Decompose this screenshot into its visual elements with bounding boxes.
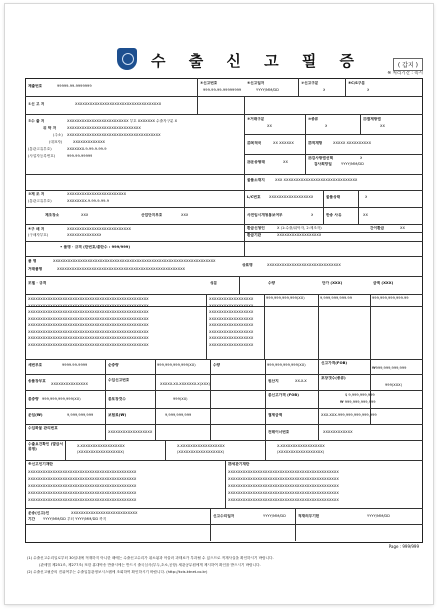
invoice-code-value: XXXXXXXXXXXXXXX <box>51 382 88 386</box>
inspection-method-label: ⑮검사방법선택 <box>308 156 334 160</box>
requirement-3: X-XXXXXXXXXXXXXXXXXX <box>277 444 325 448</box>
requirement-1-doc: (XXXXXXXXXXXXXXXXXX) <box>77 450 125 454</box>
inspection-date-value: YYYY/MM/DD <box>341 162 364 166</box>
trade-name-value: XXXXXXXXXXXXXXXXXXXXXXXXXXXXXXXXXXXXXXXXXXXXXXXXXXXX <box>57 267 186 271</box>
declaration-kind-value: X <box>323 88 326 92</box>
package-count-label: 포장갯수(종류) <box>321 376 346 380</box>
consignor-value: XXXXXXXXXXXXXXXXXXXXXXXXXXXXXX <box>67 126 141 130</box>
origin-label: 원산지 <box>268 379 279 383</box>
loading-port-label: ⑬적재항 <box>308 141 323 145</box>
cargo-mgmt-label: 수입화물 관리번호 <box>28 426 58 430</box>
total-packages-label: 총포장갯수 <box>108 397 126 401</box>
insurance-label: 보험료(₩) <box>108 413 127 417</box>
page-counter: Page : 999/999 <box>388 544 419 549</box>
goods-state-value: X <box>365 195 368 199</box>
buyer-code-label: (구매자부호) <box>28 233 49 237</box>
representative-value: XXXXXXXXXXXXX <box>73 140 106 144</box>
note-line: XXXXXXXXXXXXXXXXXXXXXXXXXXXXXXXXXXXXXXXXXXXXX <box>228 470 339 474</box>
footnote-2: (2) 수출신고필증의 진위여부는 수출입통관정보시스템에 조회하여 확인하시기 바랍니다. (http://kcis.ktnet.co.kr) <box>27 570 208 574</box>
cs-type-value: X <box>367 88 370 92</box>
component-line: XXXXXXXXXXXXXXXXXX <box>209 303 254 308</box>
lc-no-label: L/C번호 <box>247 195 261 199</box>
model-line: XXXXXXXXXXXXXXXXXXXXXXXXXXXXXXXXXXXXXXXXXXXXXXXXX <box>28 342 149 347</box>
insurance-value: 9,999,999,999 <box>165 413 192 417</box>
simple-refund-value: XX <box>400 226 405 230</box>
refund-org-label: 환급기관 <box>247 233 262 237</box>
goods-location-label: 물품소재지 <box>247 178 265 182</box>
refund-applicant-label: 환급신청인 <box>247 226 265 230</box>
model-line: XXXXXXXXXXXXXXXXXXXXXXXXXXXXXXXXXXXXXXXXXXXXXXXXX <box>28 336 149 340</box>
requirement-2-doc: (XXXXXXXXXXXXXXXXXX) <box>177 450 225 454</box>
component-line: XXXXXXXXXXXXXXXXXX <box>209 316 254 321</box>
exporter-label: ②수 출 자 <box>28 119 45 123</box>
address-value: XXXXXXXXXXXXXXXXXXXXXXXXXXXXXXXXXXXXXX <box>67 133 161 137</box>
acceptance-date-label: 신고수리일자 <box>213 514 235 518</box>
cs-type-label: ⑧C/S구분 <box>348 81 365 85</box>
settlement-amount-value: XXX-XXX-999,999,999,999,999 <box>321 413 377 417</box>
customs-notes <box>228 469 420 504</box>
customs-code-value: XXXXXXX-9-99-9-99-9 <box>67 147 107 151</box>
declarant-notes-label: ※신고인기재란 <box>28 462 53 466</box>
manufacture-place-value: XXX <box>81 213 89 217</box>
manufacturer-code-value: XXXXXXXX-9-99-9-99-9 <box>67 199 110 203</box>
category-value: X <box>325 124 328 128</box>
form-title: 수 출 신 고 필 증 <box>151 52 364 70</box>
declaration-kind-label: ⑦신고구분 <box>301 81 319 85</box>
trade-type-value: XX <box>267 124 272 128</box>
inspection-method-value: X <box>360 156 363 160</box>
processing-period: ※ 처리기간 : 즉시 <box>387 71 423 76</box>
hs-code-label: 세번부호 <box>28 363 43 367</box>
declared-fob-label: 신고가격(FOB) <box>321 361 348 365</box>
origin-value: XX-X-X <box>295 379 307 383</box>
component-line: XXXXXXXXXXXXXXXXXX <box>209 336 254 340</box>
business-no-value: 999-99-99999 <box>67 154 93 158</box>
customs-emblem-icon <box>117 48 137 70</box>
consignor-label: 위 탁 자 <box>43 126 57 130</box>
container-no-value: XXXXXXXXXXXX <box>323 430 353 434</box>
declarant-value: XXXXXXXXXXXXXXXXXXXXXXXXXXXXXXXXXXX <box>75 102 162 106</box>
note-line: XXXXXXXXXXXXXXXXXXXXXXXXXXXXXXXXXXXXXXXXXXXXX <box>228 498 339 502</box>
brand-label: 상표명 <box>242 263 253 267</box>
model-line: XXXXXXXXXXXXXXXXXXXXXXXXXXXXXXXXXXXXXXXXXXXXXXXXX <box>28 316 149 321</box>
freight-label: 운임(₩) <box>28 413 43 417</box>
payment-method-value: XX <box>380 124 385 128</box>
requirement-1: X-XXXXXXXXXXXXXXXXXX <box>77 444 125 448</box>
gross-weight-label: 총중량 <box>28 397 39 401</box>
lc-no-value: XXXXXXXXXXXXXXXXXX <box>269 195 314 199</box>
model-line: XXXXXXXXXXXXXXXXXXXXXXXXXXXXXXXXXXXXXXXXXXXXXXXXX <box>28 310 149 314</box>
transport-mode-value: XX <box>283 160 288 164</box>
component-line: XXXXXXXXXXXXXXXXXX <box>209 323 254 327</box>
buyer-value: XXXXXXXXXXXXXXXXXXXXXXXXXX <box>67 227 132 231</box>
loading-deadline-label: 적재의무기한 <box>298 514 320 518</box>
manufacturer-code-label: (통관고유부호) <box>28 199 52 203</box>
summary-qty-value: 999,999,999,999(XX) <box>267 363 306 367</box>
footnote-1: (1) 수출신고수리일로부터 30일내에 적재하지 아니한 때에는 수출신고수리가 취소됨과 아울러 과태료가 부과될 수 있으므로 적재사실을 확인하시기 바랍니다. <box>27 556 274 560</box>
item-spec-header: • 품명 · 규격 (란번호/총란수 : 999/999) <box>60 245 131 249</box>
declaration-date-label: ⑥신고일자 <box>247 81 265 85</box>
import-declaration-value: XXXXX-XX-XXXXXXX-X(XXX) <box>160 382 210 386</box>
brand-value: XXXXXXXXXXXXXXXXXXXXXXXXXXXXXX <box>267 263 341 267</box>
item-name-label: 품 명 <box>28 259 37 263</box>
component-label: 성분 <box>210 281 218 285</box>
model-line: XXXXXXXXXXXXXXXXXXXXXXXXXXXXXXXXXXXXXXXXXXXXXXXXX <box>28 329 149 334</box>
inspection-date-label: 검사희망일 <box>314 162 332 166</box>
note-line: XXXXXXXXXXXXXXXXXXXXXXXXXXXXXXXXXXXXXXXXXXXXX <box>228 477 339 481</box>
manufacture-place-label: 제조장소 <box>45 213 60 217</box>
return-reason-value: XX <box>363 213 368 217</box>
net-weight-value: 999,999,999,999(XX) <box>157 363 196 367</box>
note-line: XXXXXXXXXXXXXXXXXXXXXXXXXXXXXXXXXXXXXXXXXXXX <box>28 491 137 495</box>
cargo-mgmt-value: XXXXXXXXXXXXXXXXXX <box>108 430 153 434</box>
customs-code-label: (통관고유부호) <box>28 147 52 151</box>
container-no-label: 컨테이너번호 <box>268 430 290 434</box>
amount-col-label: 금액 (XXX) <box>373 281 394 285</box>
model-spec-label: 모델 · 규격 <box>28 281 47 285</box>
carrier-value: XXXXXXXXXXXXXXXXXXXXXXXXXXX <box>71 511 138 515</box>
submission-no-value: 99999-99-9999999 <box>57 84 92 88</box>
item-amount-value: 999,999,999,999.99 <box>372 296 409 300</box>
business-no-label: (사업자등록번호) <box>28 154 56 158</box>
net-weight-label: 순중량 <box>108 363 119 367</box>
note-line: XXXXXXXXXXXXXXXXXXXXXXXXXXXXXXXXXXXXXXXXXXXX <box>28 498 137 502</box>
declaration-no-label: ⑤신고번호 <box>200 81 218 85</box>
export-declaration-sheet <box>5 4 433 604</box>
payment-method-label: ⑪결제방법 <box>363 117 381 121</box>
import-declaration-label: 수입신고번호 <box>108 378 130 382</box>
declaration-date-value: YYYY/MM/DD <box>256 88 279 92</box>
declared-fob-value: ₩999,999,999,999 <box>372 366 407 370</box>
customs-notes-label: ⑳세관기재란 <box>228 462 250 466</box>
transport-mode-label: ⑭운송형태 <box>247 160 265 164</box>
buyer-label: ④구 매 자 <box>28 227 45 231</box>
period-value: YYYY/MM/DD 부터 YYYY/MM/DD 까지 <box>43 517 107 521</box>
hs-code-value: 9999.99-9999 <box>62 363 88 367</box>
model-line: XXXXXXXXXXXXXXXXXXXXXXXXXXXXXXXXXXXXXXXXXXXXXXXXX <box>28 303 149 308</box>
note-line: XXXXXXXXXXXXXXXXXXXXXXXXXXXXXXXXXXXXXXXXXXXX <box>28 477 137 481</box>
category-label: ⑩종류 <box>308 117 319 121</box>
package-count-value: 999(XXX) <box>385 383 403 387</box>
buyer-code-value: XXXXXXXXXXXXXX <box>67 233 102 237</box>
carrier-label: 운송(신고)인 <box>28 511 50 515</box>
model-line: XXXXXXXXXXXXXXXXXXXXXXXXXXXXXXXXXXXXXXXXXXXXXXXXX <box>28 297 149 301</box>
quantity-col-label: 수량 <box>268 281 276 285</box>
destination-label: ⑫목적국 <box>247 141 262 145</box>
settlement-amount-label: 결제금액 <box>268 413 283 417</box>
component-line: XXXXXXXXXXXXXXXXXX <box>209 297 254 301</box>
submission-no-label: 제출번호 <box>28 84 43 88</box>
model-spec-lines <box>28 296 204 348</box>
return-reason-label: 반송 사유 <box>326 213 342 217</box>
refund-org-value: XXXXXXXXXXXXXXXXXX <box>277 233 322 237</box>
footnote-1b: (관세법 제251조, 제277조) 또한 휴대탁송 반출시에는 반드시 출국심사(부두,초소,공항) 세관공무원에게 제시하여 확인을 받으시기 바랍니다. <box>39 563 261 567</box>
total-fob-usd: $ 9,999,999,999 <box>345 393 375 397</box>
pre-open-label: 사전임시개청통보여부 <box>247 213 283 217</box>
period-label: 기간 <box>28 517 36 521</box>
goods-location-value: XXX XXXXXXXXXXXXXXXXXXXXXXXXXXXXXX <box>275 178 358 182</box>
loading-port-value: XXXXX XXXXXXXXXX <box>333 141 372 145</box>
gross-weight-value: 999,999,999,999(XX) <box>42 397 81 401</box>
export-requirement-label: 수출요건확인 (발급서류명) <box>28 442 64 451</box>
simple-refund-label: 간이환급 <box>370 226 385 230</box>
component-line: XXXXXXXXXXXXXXXXXX <box>209 310 254 314</box>
item-name-value: XXXXXXXXXXXXXXXXXXXXXXXXXXXXXXXXXXXXXXXXXXXXXXXXXXXXXXXXXXXXXXXXXX <box>53 259 216 263</box>
total-packages-value: 999(XX) <box>173 397 188 401</box>
note-line: XXXXXXXXXXXXXXXXXXXXXXXXXXXXXXXXXXXXXXXXXXXX <box>28 484 137 488</box>
industrial-complex-label: 산업단지부호 <box>141 213 163 217</box>
invoice-code-label: 송품장부호 <box>28 379 46 383</box>
total-fob-krw: ₩ 999,999,999,999 <box>340 400 376 404</box>
note-line: XXXXXXXXXXXXXXXXXXXXXXXXXXXXXXXXXXXXXXXXXXXXX <box>228 484 339 488</box>
trade-name-label: 거래품명 <box>28 267 43 271</box>
form-type-badge: ( 갑지 ) <box>393 58 423 71</box>
manufacturer-value: XXXXXXXXXXXXXXXXXXXXXXXX <box>67 192 127 196</box>
destination-value: XX XXXXXX <box>273 141 294 145</box>
refund-applicant-value: X (1:수출/위탁자, 2:제조자) <box>277 226 322 230</box>
declarant-label: ①신 고 자 <box>28 102 45 106</box>
declaration-no-value: 999-99-99-99999999 <box>203 88 242 92</box>
manufacturer-label: ③제 조 자 <box>28 192 45 196</box>
address-label: (주소) <box>53 133 63 137</box>
representative-label: (대표자) <box>49 140 63 144</box>
note-line: XXXXXXXXXXXXXXXXXXXXXXXXXXXXXXXXXXXXXXXXXXXXX <box>228 491 339 495</box>
unit-price-col-label: 단가 (XXX) <box>322 281 343 285</box>
summary-qty-label: 수량 <box>213 363 221 367</box>
component-line: XXXXXXXXXXXXXXXXXX <box>209 329 254 334</box>
item-unit-price-value: 9,999,999,999.99 <box>320 296 353 300</box>
component-line: XXXXXXXXXXXXXXXXXX <box>209 342 254 347</box>
exporter-value: XXXXXXXXXXXXXXXXXXXXXXXXX 부호 XXXXXXX 수출자구분 X <box>67 119 178 123</box>
requirement-3-doc: (XXXXXXXXXXXXXXXXXX) <box>277 450 325 454</box>
component-lines <box>209 296 263 348</box>
declarant-notes <box>28 469 223 504</box>
trade-type-label: ⑨거래구분 <box>247 117 265 121</box>
note-line: XXXXXXXXXXXXXXXXXXXXXXXXXXXXXXXXXXXXXXXXXXXX <box>28 470 137 474</box>
item-quantity-value: 999,999,999,999(XX) <box>266 296 305 300</box>
pre-open-value: X <box>311 213 314 217</box>
industrial-complex-value: XXX <box>181 213 189 217</box>
goods-state-label: 물품상태 <box>326 195 341 199</box>
total-fob-label: 총신고가격 (FOB) <box>268 393 299 397</box>
acceptance-date-value: YYYY/MM/DD <box>263 514 286 518</box>
requirement-2: X-XXXXXXXXXXXXXXXXXX <box>177 444 225 448</box>
loading-deadline-value: YYYY/MM/DD <box>367 514 390 518</box>
model-line: XXXXXXXXXXXXXXXXXXXXXXXXXXXXXXXXXXXXXXXXXXXXXXXXX <box>28 323 149 327</box>
freight-value: 9,999,999,999 <box>67 413 94 417</box>
